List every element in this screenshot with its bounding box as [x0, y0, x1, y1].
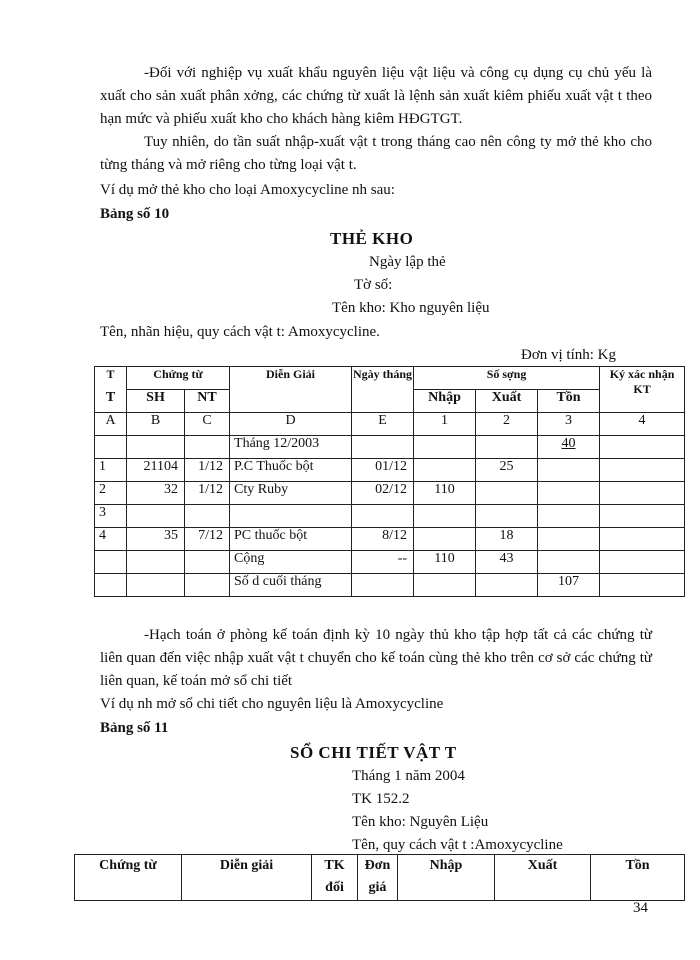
- tt-cell: 3: [95, 505, 127, 528]
- table11-warehouse: Tên kho: Nguyên Liệu: [352, 814, 489, 830]
- closing-row: [95, 574, 685, 597]
- out-cell: [476, 482, 538, 505]
- table-row: [95, 528, 685, 551]
- code-cell: D: [230, 413, 352, 436]
- code-cell: 2: [476, 413, 538, 436]
- table10-label: Bảng số 10: [100, 206, 170, 222]
- stock-cell: [538, 482, 600, 505]
- header-tt: T: [95, 367, 127, 390]
- in-cell: 110: [414, 482, 476, 505]
- nt-cell: 1/12: [185, 482, 230, 505]
- total-in: 110: [414, 551, 476, 574]
- header-in: Nhập: [398, 855, 495, 901]
- table10-title: THẺ KHO: [330, 229, 414, 248]
- table10-sheet-no: Tờ số:: [354, 277, 393, 293]
- closing-stock: 107: [538, 574, 600, 597]
- date-cell: 02/12: [352, 482, 414, 505]
- sh-cell: 21104: [127, 459, 185, 482]
- header-description: Diễn giải: [182, 855, 312, 901]
- in-cell: [414, 505, 476, 528]
- header-out: Xuất: [476, 390, 538, 413]
- header-voucher: Chứng từ: [75, 855, 182, 901]
- page-number: 34: [633, 900, 648, 916]
- confirm-cell: [600, 482, 685, 505]
- table11-month: Tháng 1 năm 2004: [352, 768, 465, 784]
- closing-label: Số d cuối tháng: [230, 574, 352, 597]
- nt-cell: 1/12: [185, 459, 230, 482]
- paragraph-example-detail-ledger: Ví dụ nh mở sổ chi tiết cho nguyên liệu là Amoxycycline: [100, 696, 444, 712]
- stock-cell: [538, 505, 600, 528]
- paragraph-example-stock-card: Ví dụ mở thẻ kho cho loại Amoxycycline nh sau:: [100, 182, 395, 198]
- confirm-cell: [600, 459, 685, 482]
- code-cell: 1: [414, 413, 476, 436]
- date-cell: 8/12: [352, 528, 414, 551]
- table-row: [95, 436, 685, 459]
- table10-date-line: Ngày lập thẻ: [369, 254, 446, 270]
- sh-cell: 32: [127, 482, 185, 505]
- table11-title: SỔ CHI TIẾT VẬT T: [290, 743, 457, 762]
- header-date: Ngày tháng: [352, 367, 414, 413]
- table11-account: TK 152.2: [352, 791, 410, 807]
- nt-cell: [185, 436, 230, 459]
- code-cell: C: [185, 413, 230, 436]
- stock-card-table: [94, 366, 685, 597]
- code-cell: E: [352, 413, 414, 436]
- paragraph-export-vouchers: -Đối với nghiệp vụ xuất khẩu nguyên liệu vật liệu và công cụ dụng cụ chủ yếu là xuất cho sản xuất phân xởng, các chứng từ xuất là lệnh sản xuất kiêm phiếu xuất vật t theo hạn mức và phiếu xuất kho cho khách hàng kiêm HĐGTGT.: [100, 65, 652, 127]
- stock-cell: [538, 459, 600, 482]
- sh-cell: 35: [127, 528, 185, 551]
- table-row: [95, 505, 685, 528]
- nt-cell: 7/12: [185, 528, 230, 551]
- description-cell: Tháng 12/2003: [230, 436, 352, 459]
- stock-cell: [538, 528, 600, 551]
- header-unit-price: Đơn giá: [358, 855, 398, 901]
- header-in: Nhập: [414, 390, 476, 413]
- total-row: [95, 551, 685, 574]
- code-cell: 4: [600, 413, 685, 436]
- in-cell: [414, 459, 476, 482]
- confirm-cell: [600, 528, 685, 551]
- total-out: 43: [476, 551, 538, 574]
- code-cell: 3: [538, 413, 600, 436]
- date-cell: 01/12: [352, 459, 414, 482]
- out-cell: [476, 505, 538, 528]
- out-cell: 25: [476, 459, 538, 482]
- header-stock: Tồn: [591, 855, 685, 901]
- header-out: Xuất: [495, 855, 591, 901]
- confirm-cell: [600, 505, 685, 528]
- table-row: [95, 459, 685, 482]
- code-cell: A: [95, 413, 127, 436]
- tt-cell: 2: [95, 482, 127, 505]
- sh-cell: [127, 436, 185, 459]
- description-cell: P.C Thuốc bột: [230, 459, 352, 482]
- table10-unit: Đơn vị tính: Kg: [521, 347, 617, 363]
- tt-cell: 4: [95, 528, 127, 551]
- description-cell: PC thuốc bột: [230, 528, 352, 551]
- date-cell: [352, 436, 414, 459]
- description-cell: Cty Ruby: [230, 482, 352, 505]
- detail-ledger-table: [74, 854, 685, 901]
- stock-cell: 40: [538, 436, 600, 459]
- table11-label: Bảng số 11: [100, 720, 169, 736]
- in-cell: [414, 436, 476, 459]
- table10-warehouse: Tên kho: Kho nguyên liệu: [332, 300, 490, 316]
- description-cell: [230, 505, 352, 528]
- header-tt-bottom: T: [95, 390, 127, 413]
- table11-item-spec: Tên, quy cách vật t :Amoxycycline: [352, 837, 563, 853]
- header-sh: SH: [127, 390, 185, 413]
- header-confirm: Ký xác nhận KT: [600, 367, 685, 413]
- table10-item-spec: Tên, nhãn hiệu, quy cách vật t: Amoxycycline.: [100, 324, 380, 340]
- paragraph-stock-card-frequency: Tuy nhiên, do tần suất nhập-xuất vật t trong tháng cao nên công ty mở thẻ kho cho từng tháng và mở riêng cho từng loại vật t.: [100, 134, 652, 173]
- code-cell: B: [127, 413, 185, 436]
- paragraph-accounting-process: -Hạch toán ở phòng kế toán định kỳ 10 ngày thủ kho tập hợp tất cả các chứng từ liên quan đến việc nhập xuất vật t chuyển cho kế toán cùng thẻ kho trên cơ sở các chứng từ liên quan, kế toán mở sổ chi tiết: [100, 627, 652, 689]
- in-cell: [414, 528, 476, 551]
- total-label: Cộng: [230, 551, 352, 574]
- tt-cell: 1: [95, 459, 127, 482]
- header-description: Diễn Giải: [230, 367, 352, 413]
- tt-cell: [95, 436, 127, 459]
- sh-cell: [127, 505, 185, 528]
- header-quantity: Số sợng: [414, 367, 600, 390]
- header-stock: Tồn: [538, 390, 600, 413]
- date-cell: [352, 505, 414, 528]
- header-voucher: Chứng từ: [127, 367, 230, 390]
- total-date: --: [352, 551, 414, 574]
- out-cell: 18: [476, 528, 538, 551]
- header-nt: NT: [185, 390, 230, 413]
- nt-cell: [185, 505, 230, 528]
- confirm-cell: [600, 436, 685, 459]
- table-row: [95, 482, 685, 505]
- header-contra-account: TK đối: [312, 855, 358, 901]
- out-cell: [476, 436, 538, 459]
